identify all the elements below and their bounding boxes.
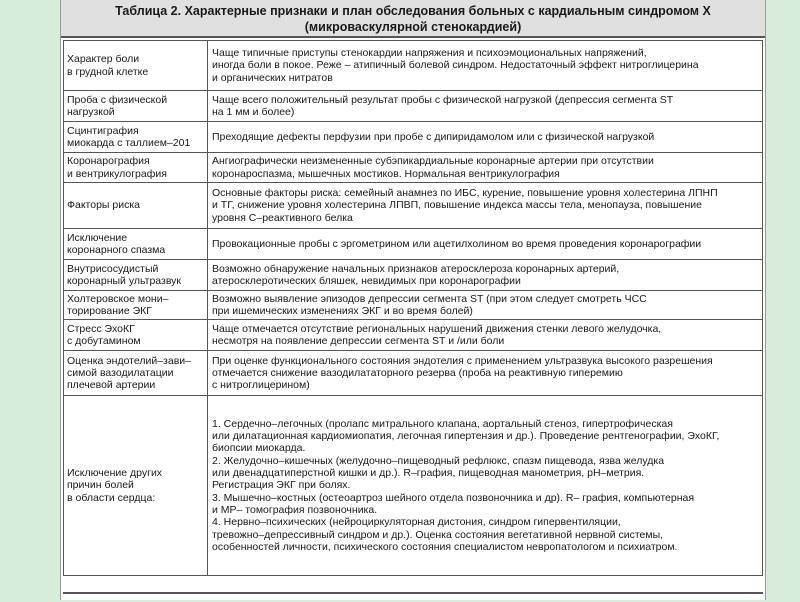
row-label: Холтеровское мони– торирование ЭКГ [64,291,208,320]
row-label: Стресс ЭхоКГ с добутамином [64,320,208,351]
row-text: При оценке функционального состояния эндотелия с применением ультразвука высокого разрешения отмечается снижение вазодилататорного резерва (проба на реактивную гиперемию с нитроглицерином) [208,351,763,396]
row-label: Исключение коронарного спазма [64,229,208,260]
row-label: Оценка эндотелий–зави– симой вазодилатации плечевой артерии [64,351,208,396]
findings-table [63,40,763,576]
row-label: Характер боли в грудной клетке [64,41,208,91]
row-label: Коронарография и вентрикулография [64,153,208,183]
table-title-line-1: Таблица 2. Характерные признаки и план обследования больных с кардиальным синдромом X [115,4,711,18]
table-row [64,122,763,153]
table-title-line-2: (микроваскулярной стенокардией) [304,20,522,34]
row-text: Возможно обнаружение начальных признаков атеросклероза коронарных артерий, атеросклеротических бляшек, невидимых при коронарографии [208,260,763,291]
row-label: Внутрисосудистый коронарный ультразвук [64,260,208,291]
table-row [64,320,763,351]
table-row [64,291,763,320]
row-text: 1. Сердечно–легочных (пролапс митрального клапана, аортальный стеноз, гипертрофическая или дилатационная кардиомиопатия, легочная гипертензия и др.). Проведение рентгенографии, ЭхоКГ, биопсии миокарда. 2. Желудочно–кишечных (желудочно–пищеводный рефлюкс, спазм пищевода, язва желудка или двенадцатиперстной кишки и др.). R–графия, пищеводная манометрия, рН–метрия. Регистрация ЭКГ при болях. 3. Мышечно–костных (остеоартроз шейного отдела позвоночника и др). R– графия, компьютерная и МР– томография позвоночника. 4. Нервно–психических (нейроциркуляторная дистония, синдром гипервентиляции, тревожно–депрессивный синдром и др.). Оценка состояния вегетативной нервной системы, особенностей личности, психического состояния специалистом невропатологом и психиатром. [208,396,763,576]
table-row [64,41,763,91]
row-text: Провокационные пробы с эргометрином или ацетилхолином во время проведения коронарографии [208,229,763,260]
row-text: Основные факторы риска: семейный анамнез по ИБС, курение, повышение уровня холестерина ЛПНП и ТГ, снижение уровня холестерина ЛПВП, повышение индекса массы тела, менопауза, повышение уровня С–реактивного белка [208,183,763,229]
row-text: Чаще отмечается отсутствие региональных нарушений движения стенки левого желудочка, несмотря на появление депрессии сегмента ST и /или боли [208,320,763,351]
table-row [64,91,763,122]
document-page [60,0,766,600]
page-bottom-rule [63,592,763,602]
row-label: Сцинтиграфия миокарда с таллием–201 [64,122,208,153]
row-text: Ангиографически неизмененные субэпикардиальные коронарные артерии при отсутствии коронароспазма, мышечных мостиков. Нормальная вентрикулография [208,153,763,183]
row-text: Чаще всего положительный результат пробы с физической нагрузкой (депрессия сегмента ST на 1 мм и более) [208,91,763,122]
row-label: Проба с физической нагрузкой [64,91,208,122]
table-row [64,229,763,260]
table-row [64,260,763,291]
row-text: Возможно выявление эпизодов депрессии сегмента ST (при этом следует смотреть ЧСС при ишемических изменениях ЭКГ и во время болей) [208,291,763,320]
table-title [61,0,765,38]
table-row [64,153,763,183]
table-row [64,351,763,396]
row-text: Чаще типичные приступы стенокардии напряжения и психоэмоциональных напряжений, иногда боли в покое. Реже – атипичный болевой синдром. Недостаточный эффект нитроглицерина и органических нитратов [208,41,763,91]
table-row [64,183,763,229]
row-label: Факторы риска [64,183,208,229]
table-row [64,396,763,576]
row-text: Преходящие дефекты перфузии при пробе с дипиридамолом или с физической нагрузкой [208,122,763,153]
row-label: Исключение других причин болей в области сердца: [64,396,208,576]
